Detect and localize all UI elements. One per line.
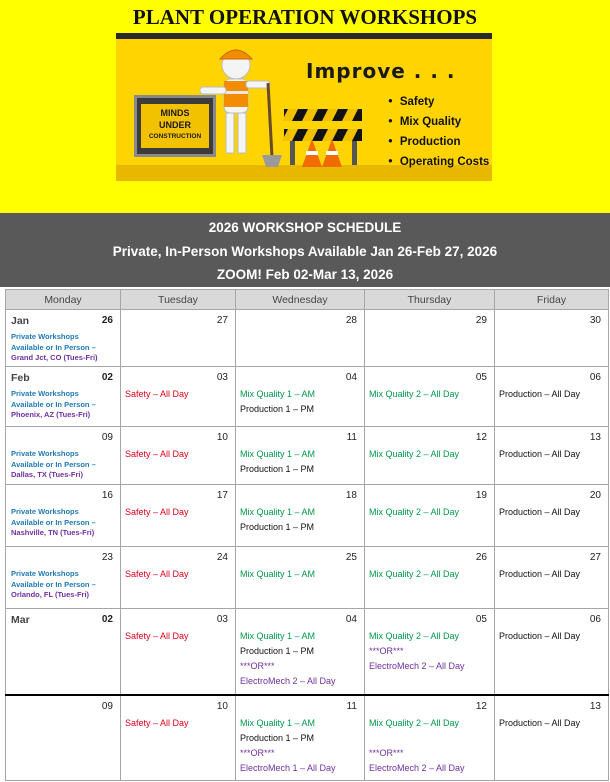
day-number: 06 — [589, 372, 601, 383]
session-entry: Safety – All Day — [125, 449, 189, 459]
session-entry: Safety – All Day — [125, 631, 189, 641]
day-cell — [6, 367, 121, 427]
day-number: 02 — [101, 614, 113, 625]
weekday-header: Tuesday — [121, 290, 236, 310]
poster-image — [116, 33, 492, 181]
month-label: Feb — [11, 372, 30, 384]
session-entry: Mix Quality 2 – All Day — [369, 389, 460, 399]
day-cell — [236, 485, 365, 547]
week-row — [6, 310, 609, 367]
day-number: 17 — [216, 490, 228, 501]
bullet-item: ● Mix Quality — [388, 111, 489, 131]
day-number: 27 — [216, 315, 228, 326]
session-entry: ElectroMech 2 – All Day — [369, 661, 465, 671]
day-number: 28 — [345, 315, 357, 326]
session-entry: Production 1 – PM — [240, 522, 315, 532]
day-cell — [236, 427, 365, 485]
schedule-zoom-line: ZOOM! Feb 02-Mar 13, 2026 — [216, 267, 394, 282]
sign-line-3: CONSTRUCTION — [148, 133, 202, 140]
session-entry: Mix Quality 2 – All Day — [369, 717, 460, 728]
session-entry: Mix Quality 1 – AM — [240, 507, 316, 517]
weekday-header-row — [6, 290, 609, 310]
day-cell — [365, 367, 495, 427]
month-label: Mar — [11, 614, 30, 626]
day-number: 29 — [475, 315, 487, 326]
improve-bullet-list — [388, 91, 489, 171]
day-cell — [236, 310, 365, 367]
session-entry: Production – All Day — [499, 389, 581, 399]
session-entry: Safety – All Day — [125, 389, 189, 399]
schedule-title: 2026 WORKSHOP SCHEDULE — [208, 220, 402, 235]
weekday-header: Thursday — [365, 290, 495, 310]
session-entry: Mix Quality 2 – All Day — [369, 569, 460, 579]
week-row — [6, 609, 609, 695]
day-number: 09 — [101, 700, 113, 712]
day-number: 10 — [216, 700, 228, 712]
day-number: 04 — [345, 372, 357, 383]
day-cell — [121, 695, 236, 781]
session-entry: Mix Quality 2 – All Day — [369, 507, 460, 517]
day-number: 02 — [101, 372, 113, 383]
day-number: 16 — [101, 490, 113, 501]
private-note-line: Orlando, FL (Tues-Fri) — [11, 590, 90, 599]
day-cell — [6, 485, 121, 547]
session-entry: ElectroMech 1 – All Day — [240, 762, 336, 773]
session-entry: Mix Quality 2 – All Day — [369, 631, 460, 641]
day-number: 12 — [475, 432, 487, 443]
week-row — [6, 427, 609, 485]
bullet-item: ● Production — [388, 131, 489, 151]
schedule-header — [0, 213, 610, 287]
session-entry: Safety – All Day — [125, 717, 189, 728]
workshop-calendar — [5, 289, 609, 781]
session-entry: Mix Quality 1 – AM — [240, 389, 316, 399]
day-number: 27 — [589, 552, 601, 563]
day-cell — [495, 367, 609, 427]
minds-under-construction-sign — [134, 95, 216, 157]
day-number: 13 — [589, 432, 601, 443]
session-entry: Production 1 – PM — [240, 646, 315, 656]
session-entry: Safety – All Day — [125, 507, 189, 517]
week-row — [6, 547, 609, 609]
private-note-line: Available or In Person – — [11, 399, 96, 409]
day-number: 05 — [475, 614, 487, 625]
day-number: 24 — [216, 552, 228, 563]
day-number: 05 — [475, 372, 487, 383]
day-cell — [121, 485, 236, 547]
day-cell — [236, 609, 365, 695]
private-note-line: Private Workshops — [11, 332, 79, 341]
session-entry: ***OR*** — [369, 646, 404, 656]
day-cell — [495, 310, 609, 367]
day-cell — [365, 609, 495, 695]
day-number: 26 — [475, 552, 487, 563]
session-entry: Mix Quality 1 – AM — [240, 449, 316, 459]
week-row — [6, 695, 609, 781]
session-entry: ***OR*** — [240, 661, 275, 671]
day-number: 03 — [216, 614, 228, 625]
day-number: 25 — [345, 552, 357, 563]
session-entry: Production 1 – PM — [240, 732, 315, 743]
session-entry: Production 1 – PM — [240, 464, 315, 474]
banner-title: PLANT OPERATION WORKSHOPS — [132, 5, 478, 29]
day-number: 18 — [345, 490, 357, 501]
day-cell — [6, 547, 121, 609]
day-number: 30 — [589, 315, 601, 326]
private-note-line: Available or In Person – — [11, 342, 96, 352]
session-entry: Mix Quality 1 – AM — [240, 569, 316, 579]
sign-line-2: UNDER — [158, 120, 191, 130]
day-cell — [236, 547, 365, 609]
session-entry: ***OR*** — [240, 747, 275, 758]
day-cell — [495, 695, 609, 781]
sign-line-1: MINDS — [160, 108, 190, 118]
private-note-line: Nashville, TN (Tues-Fri) — [11, 528, 95, 537]
day-cell — [365, 695, 495, 781]
session-entry: Safety – All Day — [125, 569, 189, 579]
day-cell — [121, 367, 236, 427]
private-note-line: Grand Jct, CO (Tues-Fri) — [11, 353, 98, 362]
private-note-line: Dallas, TX (Tues-Fri) — [11, 470, 83, 479]
day-number: 12 — [475, 700, 487, 712]
private-note-line: Available or In Person – — [11, 517, 96, 527]
day-cell — [6, 310, 121, 367]
private-note-line: Private Workshops — [11, 507, 79, 516]
day-number: 19 — [475, 490, 487, 501]
weekday-header: Friday — [495, 290, 609, 310]
week-row — [6, 485, 609, 547]
private-note-line: Available or In Person – — [11, 579, 96, 589]
workshop-banner — [0, 0, 610, 213]
day-number: 03 — [216, 372, 228, 383]
session-entry: Production – All Day — [499, 717, 581, 728]
day-cell — [495, 485, 609, 547]
month-label: Jan — [11, 315, 30, 327]
day-cell — [236, 695, 365, 781]
day-cell — [121, 427, 236, 485]
bullet-item: ● Safety — [388, 91, 489, 111]
day-cell — [365, 485, 495, 547]
session-entry: ***OR*** — [369, 747, 404, 758]
day-cell — [365, 547, 495, 609]
session-entry: Production – All Day — [499, 631, 581, 641]
private-note-line: Private Workshops — [11, 449, 79, 458]
session-entry: ElectroMech 2 – All Day — [240, 676, 336, 686]
day-number: 20 — [589, 490, 601, 501]
private-note-line: Phoenix, AZ (Tues-Fri) — [11, 410, 91, 419]
session-entry: Production 1 – PM — [240, 404, 315, 414]
bullet-item: ● Operating Costs — [388, 151, 489, 171]
private-note-line: Private Workshops — [11, 569, 79, 578]
session-entry: Mix Quality 1 – AM — [240, 717, 316, 728]
day-cell — [6, 609, 121, 695]
day-cell — [495, 547, 609, 609]
day-cell — [495, 609, 609, 695]
private-note-line: Private Workshops — [11, 389, 79, 398]
day-cell — [121, 609, 236, 695]
day-number: 13 — [589, 700, 601, 712]
day-cell — [365, 427, 495, 485]
day-number: 26 — [101, 315, 113, 326]
day-number: 11 — [346, 432, 357, 443]
session-entry: Production – All Day — [499, 569, 581, 579]
schedule-subtitle: Private, In-Person Workshops Available Jan 26-Feb 27, 2026 — [112, 244, 498, 259]
day-number: 11 — [346, 700, 357, 712]
day-number: 23 — [101, 552, 113, 563]
day-number: 04 — [345, 614, 357, 625]
day-cell — [6, 695, 121, 781]
day-cell — [6, 427, 121, 485]
session-entry — [369, 731, 494, 746]
weekday-header: Monday — [6, 290, 121, 310]
weekday-header: Wednesday — [236, 290, 365, 310]
session-entry: ElectroMech 2 – All Day — [369, 762, 465, 773]
day-cell — [121, 310, 236, 367]
day-cell — [495, 427, 609, 485]
private-note-line: Available or In Person – — [11, 459, 96, 469]
day-cell — [236, 367, 365, 427]
session-entry: Production – All Day — [499, 507, 581, 517]
session-entry: Mix Quality 1 – AM — [240, 631, 316, 641]
day-number: 06 — [589, 614, 601, 625]
day-cell — [365, 310, 495, 367]
day-number: 10 — [216, 432, 228, 443]
day-number: 09 — [101, 432, 113, 443]
week-row — [6, 367, 609, 427]
session-entry: Mix Quality 2 – All Day — [369, 449, 460, 459]
session-entry: Production – All Day — [499, 449, 581, 459]
improve-heading: Improve . . . — [306, 59, 456, 83]
day-cell — [121, 547, 236, 609]
